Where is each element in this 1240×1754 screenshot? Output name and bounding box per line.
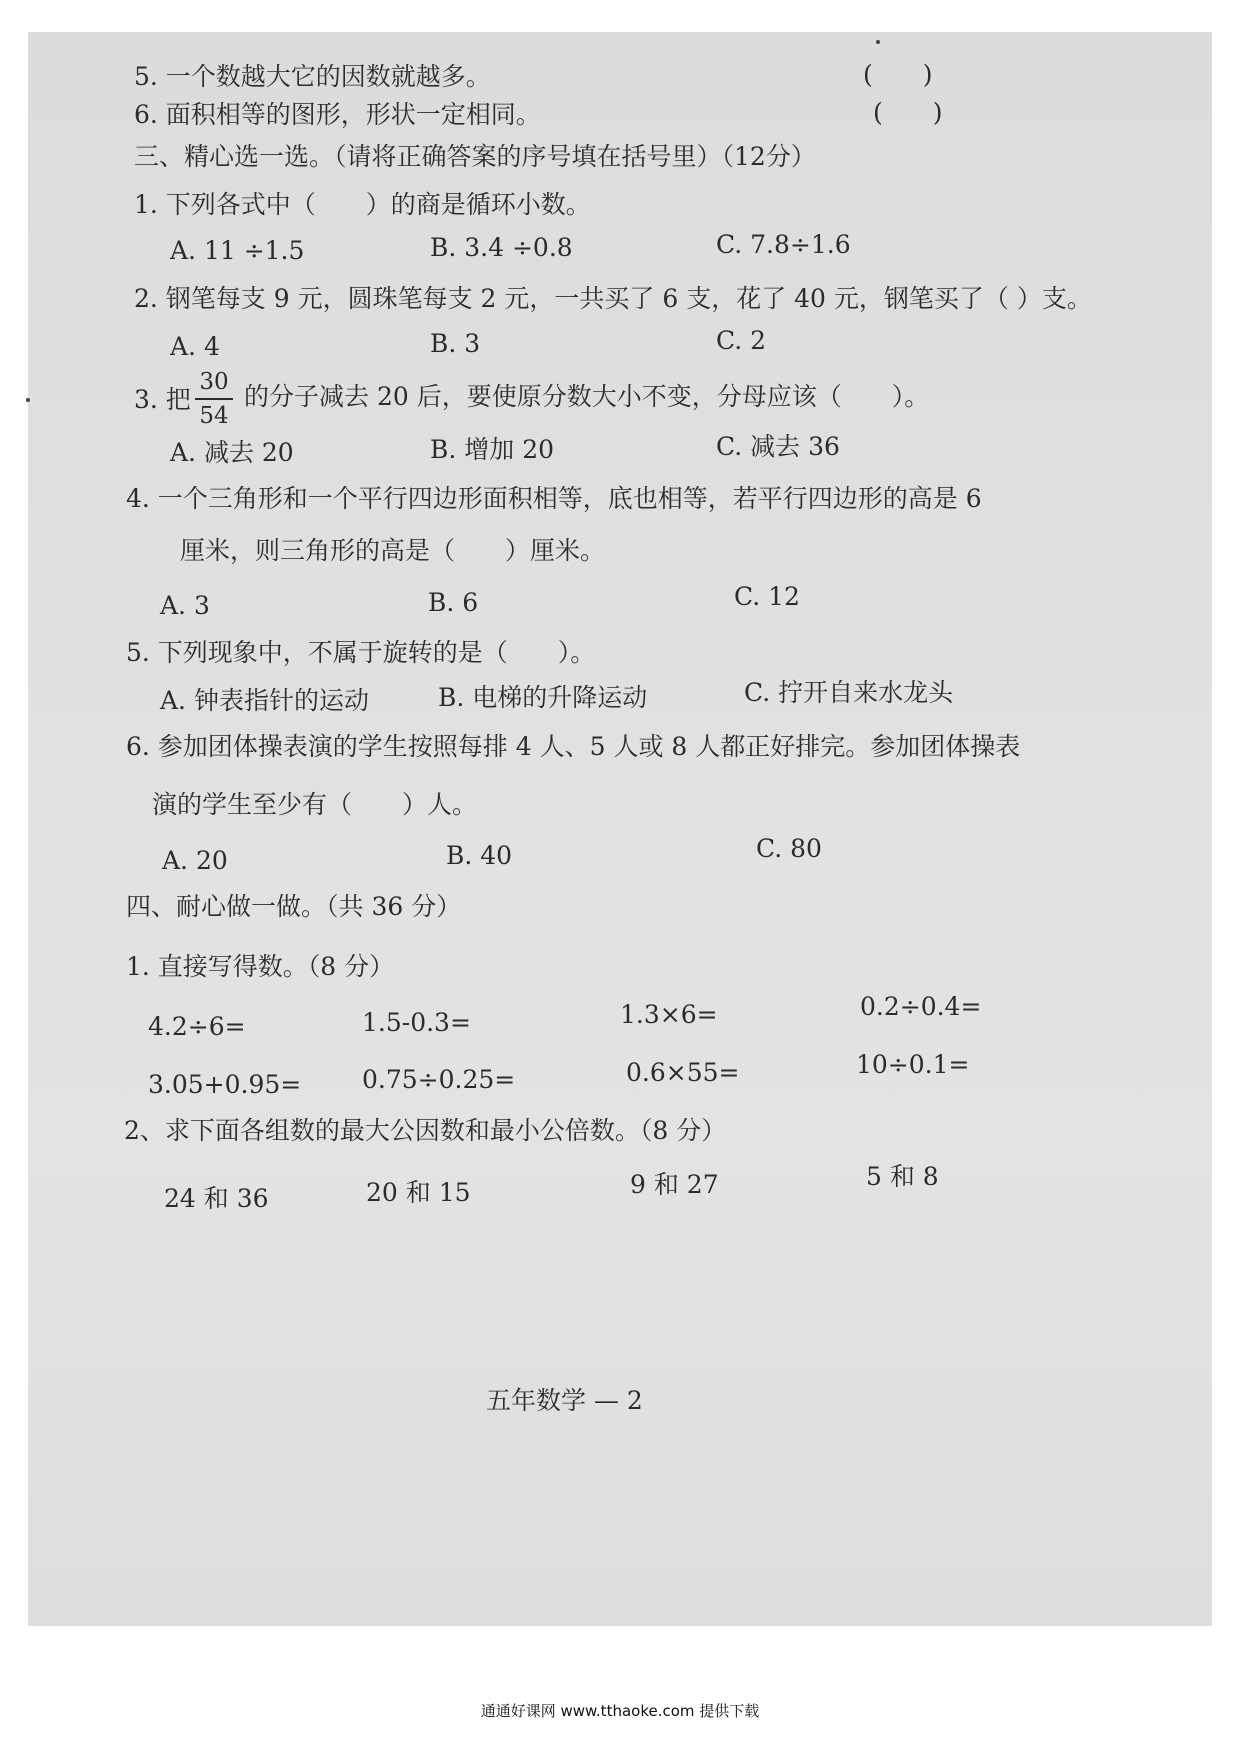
s3-q1-stem: 1. 下列各式中（ ）的商是循环小数。 — [134, 190, 591, 219]
s3-q5-option-b: B. 电梯的升降运动 — [438, 683, 648, 712]
s4-p1-calc-1: 4.2÷6= — [148, 1012, 246, 1041]
s3-q6-option-c: C. 80 — [756, 834, 822, 863]
s3-q2-option-b: B. 3 — [430, 329, 481, 358]
s3-q3-option-a: A. 减去 20 — [170, 438, 294, 467]
s3-q5-option-c: C. 拧开自来水龙头 — [744, 678, 954, 707]
s3-q1-option-a: A. 11 ÷1.5 — [170, 236, 305, 265]
s4-p1-calc-5: 3.05+0.95= — [148, 1070, 302, 1099]
s3-q3-fraction-denominator: 54 — [199, 403, 229, 429]
s3-q4-option-c: C. 12 — [734, 582, 800, 611]
s4-p1-calc-6: 0.75÷0.25= — [362, 1065, 516, 1094]
s3-q2-stem: 2. 钢笔每支 9 元，圆珠笔每支 2 元，一共买了 6 支，花了 40 元，钢笔买了（ ）支。 — [134, 284, 1092, 313]
s3-q3-option-c: C. 减去 36 — [716, 432, 840, 461]
s3-q5-stem: 5. 下列现象中，不属于旋转的是（ ）。 — [126, 638, 596, 667]
tf-q6-blank: ( ) — [873, 98, 943, 127]
tf-q5-text: 5. 一个数越大它的因数就越多。 — [134, 62, 491, 91]
s4-p2-item-2: 20 和 15 — [366, 1178, 471, 1207]
s3-q4-line2: 厘米，则三角形的高是（ ）厘米。 — [180, 536, 606, 565]
tf-q6-text: 6. 面积相等的图形，形状一定相同。 — [134, 100, 541, 129]
s4-p1-calc-2: 1.5-0.3= — [362, 1008, 471, 1037]
s3-q6-option-b: B. 40 — [446, 841, 513, 870]
s3-q2-option-c: C. 2 — [716, 326, 767, 355]
s3-q4-option-a: A. 3 — [160, 591, 210, 620]
s3-q3-option-b: B. 增加 20 — [430, 435, 555, 464]
s3-q3-prefix: 3. 把 — [134, 385, 191, 414]
s4-p1-calc-3: 1.3×6= — [620, 1000, 718, 1029]
s4-p2-item-1: 24 和 36 — [164, 1184, 269, 1213]
s3-q3-fraction-numerator: 30 — [199, 369, 229, 395]
section4-title: 四、耐心做一做。（共 36 分） — [126, 892, 462, 921]
s4-p1-title: 1. 直接写得数。（8 分） — [126, 952, 395, 981]
s3-q6-option-a: A. 20 — [162, 846, 228, 875]
s3-q2-option-a: A. 4 — [170, 332, 220, 361]
s4-p1-calc-4: 0.2÷0.4= — [860, 992, 982, 1021]
s3-q4-line1: 4. 一个三角形和一个平行四边形面积相等，底也相等，若平行四边形的高是 6 — [126, 484, 982, 513]
s3-q6-line2: 演的学生至少有（ ）人。 — [152, 790, 478, 819]
s4-p2-item-4: 5 和 8 — [866, 1162, 939, 1191]
scan-speck — [876, 40, 880, 44]
page-footer: 五年数学 — 2 — [486, 1386, 643, 1415]
s3-q5-option-a: A. 钟表指针的运动 — [160, 686, 369, 715]
s3-q3-fraction-bar — [195, 398, 233, 400]
s4-p2-item-3: 9 和 27 — [630, 1170, 719, 1199]
s3-q3-suffix: 的分子减去 20 后，要使原分数大小不变，分母应该（ ）。 — [244, 382, 930, 411]
download-watermark: 通通好课网 www.tthaoke.com 提供下载 — [480, 1702, 760, 1720]
s4-p1-calc-8: 10÷0.1= — [856, 1050, 970, 1079]
s3-q1-option-c: C. 7.8÷1.6 — [716, 230, 851, 259]
section3-title: 三、精心选一选。（请将正确答案的序号填在括号里）（12分） — [134, 142, 816, 171]
s3-q4-option-b: B. 6 — [428, 588, 479, 617]
scan-speck-left — [26, 398, 30, 402]
scanned-page — [28, 32, 1212, 1626]
s3-q6-line1: 6. 参加团体操表演的学生按照每排 4 人、5 人或 8 人都正好排完。参加团体操表 — [126, 732, 1021, 761]
s4-p1-calc-7: 0.6×55= — [626, 1058, 740, 1087]
s4-p2-title: 2、求下面各组数的最大公因数和最小公倍数。（8 分） — [124, 1116, 727, 1145]
tf-q5-blank: ( ) — [863, 60, 933, 89]
s3-q1-option-b: B. 3.4 ÷0.8 — [430, 233, 573, 262]
